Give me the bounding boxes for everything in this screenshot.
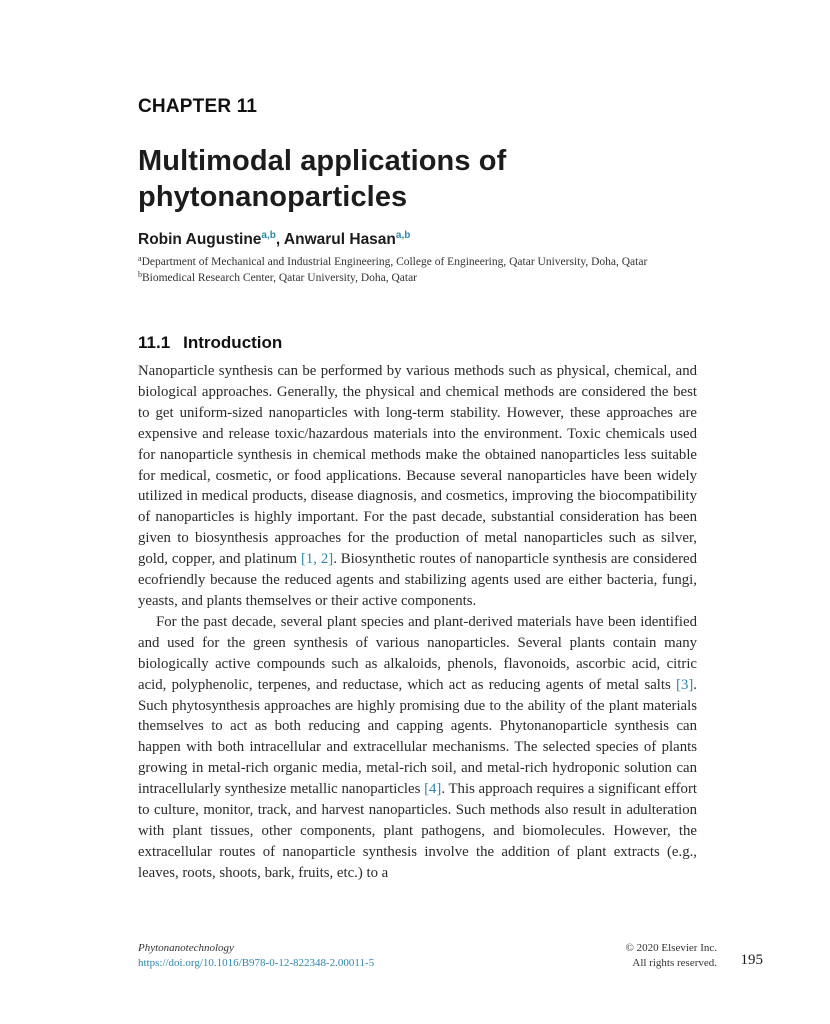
doi-link[interactable]: https://doi.org/10.1016/B978-0-12-822348-2.00011-5 bbox=[138, 957, 375, 969]
section-heading-introduction bbox=[138, 332, 697, 353]
citation-ref[interactable]: [3] bbox=[676, 676, 694, 693]
author-name-1: Robin Augustine bbox=[138, 231, 262, 248]
copyright-line1: © 2020 Elsevier Inc. bbox=[625, 942, 717, 954]
citation-ref[interactable]: [4] bbox=[424, 781, 442, 798]
paragraph-1 bbox=[138, 361, 697, 612]
chapter-title-line1: Multimodal applications of bbox=[138, 145, 507, 177]
text-segment: For the past decade, several plant species and plant-derived materials have been identified and used for the green synthesis of various nanoparticles. Several plants contain many biologically active compounds such as alkaloids, phenols, flavonoids, ascorbic acid, citric acid, polyphenolic, terpenes, and reductase, which act as reducing agents of metal salts bbox=[138, 613, 697, 693]
authors-line bbox=[138, 230, 697, 251]
affiliation-a-sup: a bbox=[138, 254, 142, 263]
affiliation-a bbox=[138, 255, 697, 271]
chapter-title-line2: phytonanoparticles bbox=[138, 181, 408, 213]
affiliations bbox=[138, 255, 697, 286]
author-1-affiliation-sup: a,b bbox=[261, 230, 276, 241]
body-text bbox=[138, 361, 697, 884]
chapter-label: CHAPTER 11 bbox=[138, 96, 258, 117]
citation-ref[interactable]: [1, 2] bbox=[300, 551, 334, 568]
page-number: 195 bbox=[740, 952, 763, 968]
section-number: 11.1 bbox=[138, 333, 171, 352]
book-series-title: Phytonanotechnology bbox=[138, 942, 234, 954]
copyright-line2: All rights reserved. bbox=[632, 957, 717, 969]
author-2-affiliation-sup: a,b bbox=[395, 230, 411, 241]
text-segment: . This approach requires a significant effort to culture, monitor, track, and harvest nanoparticles. Such methods also result in adulteration with plant tissues, other components, plant pathogens, and biomolecules. However, the extracellular routes of nanoparticle synthesis involve the addition of plant extracts (e.g., leaves, roots, shoots, bark, fruits, etc.) to a bbox=[138, 781, 697, 881]
affiliation-b-text: Biomedical Research Center, Qatar University, Doha, Qatar bbox=[142, 271, 418, 284]
page-content bbox=[138, 0, 697, 884]
authors-separator: , bbox=[275, 231, 284, 248]
paragraph-2 bbox=[138, 612, 697, 884]
author-name-2: Anwarul Hasan bbox=[283, 231, 396, 248]
page-footer bbox=[138, 941, 763, 971]
text-segment: . Biosynthetic routes of nanoparticle synthesis are considered ecofriendly because the reduced agents and stabilizing agents used are either bacteria, fungi, yeasts, and plants themselves or their active components. bbox=[138, 551, 697, 609]
affiliation-b bbox=[138, 271, 697, 287]
section-title: Introduction bbox=[183, 333, 283, 352]
affiliation-b-sup: b bbox=[138, 269, 142, 279]
text-segment: . Such phytosynthesis approaches are highly promising due to the ability of the plant materials themselves to act as both reducing and capping agents. Phytonanoparticle synthesis can happen with both intracellular and extracellular mechanisms. The selected species of plants growing in metal-rich organic media, metal-rich soil, and metal-rich hydroponic solution can intracellularly synthesize metallic nanoparticles bbox=[138, 676, 697, 798]
copyright-notice bbox=[626, 941, 717, 971]
affiliation-a-text: Department of Mechanical and Industrial Engineering, College of Engineering, Qatar University, Doha, Qatar bbox=[141, 256, 648, 268]
chapter-title bbox=[138, 143, 697, 215]
text-segment: Nanoparticle synthesis can be performed by various methods such as physical, chemical, and biological approaches. Generally, the physical and chemical methods are considered the best to get uniform-sized nanoparticles with long-term stability. However, these approaches are expensive and release toxic/hazardous materials into the environment. Toxic chemicals used for nanoparticle synthesis in chemical methods make the obtained nanoparticles less suitable for medical, cosmetic, or food applications. Because several nanoparticles have been widely utilized in medical products, disease diagnosis, and cosmetics, improving the biocompatibility of nanoparticles is highly important. For the past decade, substantial consideration has been given to biosynthesis approaches for the production of metal nanoparticles such as silver, gold, copper, and platinum bbox=[138, 363, 697, 568]
